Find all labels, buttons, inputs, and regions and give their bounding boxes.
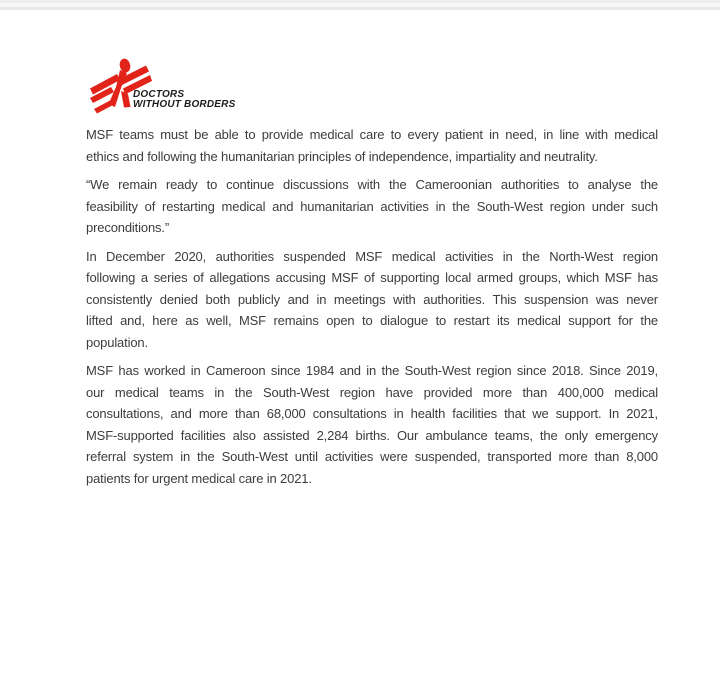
text-line: “We remain ready to continue discussions with the Cameroonian authorities to analyse the — [86, 177, 658, 192]
paragraph — [86, 124, 658, 167]
msf-logo — [90, 57, 236, 115]
text-line: consultations, and more than 68,000 consultations in health facilities that we support. In 2021, — [86, 406, 658, 421]
paragraph — [86, 174, 658, 239]
text-line: MSF-supported facilities also assisted 2,284 births. Our ambulance teams, the only emergency — [86, 427, 658, 443]
text-line: following a series of allegations accusing MSF of supporting local armed groups, which MSF has — [86, 270, 658, 285]
page-top-edge — [0, 0, 720, 10]
logo-text-line2: WITHOUT BORDERS — [133, 98, 236, 110]
text-line: patients for urgent medical care in 2021. — [86, 470, 312, 486]
text-line: lifted and, here as well, MSF remains open to dialogue to restart its medical support for the — [86, 313, 658, 328]
text-line: preconditions.” — [86, 220, 170, 235]
text-line: feasibility of restarting medical and humanitarian activities in the South-West region under such — [86, 198, 658, 214]
paragraph — [86, 360, 658, 489]
text-line: MSF teams must be able to provide medical care to every patient in need, in line with medical — [86, 127, 658, 142]
text-line: In December 2020, authorities suspended MSF medical activities in the North-West region — [86, 248, 658, 264]
text-line: our medical teams in the South-West region have provided more than 400,000 medical — [86, 384, 658, 400]
text-line: population. — [86, 334, 148, 350]
text-line: MSF has worked in Cameroon since 1984 and in the South-West region since 2018. Since 2019, — [86, 363, 658, 378]
text-line: ethics and following the humanitarian principles of independence, impartiality and neutrality. — [86, 148, 598, 164]
logo-text-line1: DOCTORS — [133, 89, 185, 100]
text-line: referral system in the South-West until activities were suspended, transported more than 8,000 — [86, 449, 658, 464]
paragraph — [86, 246, 658, 354]
text-line: consistently denied both publicly and in meetings with authorities. This suspension was never — [86, 291, 658, 307]
msf-logo-text — [133, 90, 235, 109]
document-body — [86, 124, 658, 496]
